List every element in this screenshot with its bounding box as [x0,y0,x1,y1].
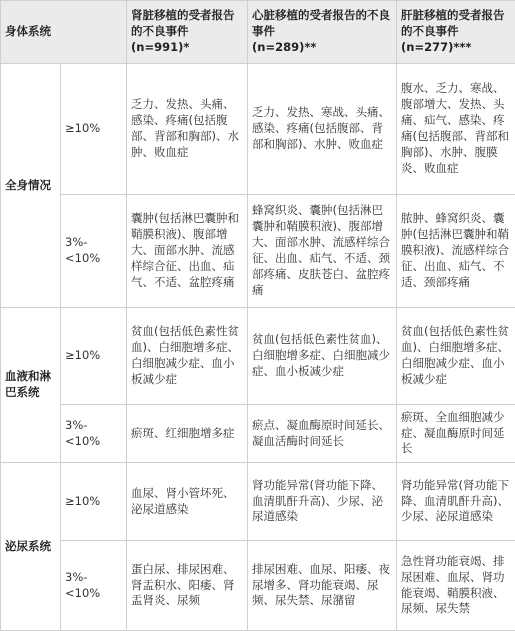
liver-cell: 瘀斑、全血细胞减少症、凝血酶原时间延长 [397,405,515,463]
freq-cell: 3%-<10% [61,195,127,308]
header-row [1,1,515,64]
system-general: 全身情况 [1,64,61,308]
liver-cell: 腹水、乏力、寒战、腹部增大、发热、头痛、疝气、感染、疼痛(包括腹部、背部和胸部)、水肿、腹膜炎、败血症 [397,64,515,195]
kidney-cell: 贫血(包括低色素性贫血)、白细胞增多症、白细胞减少症、血小板减少症 [127,308,248,405]
kidney-cell: 乏力、发热、头痛、感染、疼痛(包括腹部、背部和胸部)、水肿、败血症 [127,64,248,195]
header-kidney: 肾脏移植的受者报告的不良事件 (n=991)* [127,1,248,64]
system-blood-lymph: 血液和淋巴系统 [1,308,61,463]
header-system: 身体系统 [1,1,127,64]
freq-cell: ≥10% [61,64,127,195]
system-urinary: 泌尿系统 [1,463,61,631]
table-row [1,195,515,308]
kidney-cell: 囊肿(包括淋巴囊肿和鞘膜积液)、腹部增大、面部水肿、流感样综合征、出血、疝气、不适、盆腔疼痛 [127,195,248,308]
table-row [1,463,515,541]
kidney-cell: 蛋白尿、排尿困难、肾盂积水、阳痿、肾盂肾炎、尿频 [127,541,248,631]
table-row [1,541,515,631]
freq-cell: ≥10% [61,308,127,405]
heart-cell: 贫血(包括低色素性贫血)、白细胞增多症、白细胞减少症、血小板减少症 [248,308,397,405]
liver-cell: 急性肾功能衰竭、排尿困难、血尿、肾功能衰竭、鞘膜积液、尿频、尿失禁 [397,541,515,631]
table-row [1,405,515,463]
liver-cell: 贫血(包括低色素性贫血)、白细胞增多症、白细胞减少症、血小板减少症 [397,308,515,405]
table-row [1,64,515,195]
kidney-cell: 瘀斑、红细胞增多症 [127,405,248,463]
heart-cell: 乏力、发热、寒战、头痛、感染、疼痛(包括腹部、背部和胸部)、水肿、败血症 [248,64,397,195]
freq-cell: 3%-<10% [61,541,127,631]
header-heart: 心脏移植的受者报告的不良事件 (n=289)** [248,1,397,64]
freq-cell: 3%-<10% [61,405,127,463]
kidney-cell: 血尿、肾小管坏死、泌尿道感染 [127,463,248,541]
table-row [1,308,515,405]
heart-cell: 瘀点、凝血酶原时间延长、凝血活酶时间延长 [248,405,397,463]
header-liver: 肝脏移植的受者报告的不良事件 (n=277)*** [397,1,515,64]
liver-cell: 肾功能异常(肾功能下降、血清肌酐升高)、少尿、泌尿道感染 [397,463,515,541]
liver-cell: 脓肿、蜂窝织炎、囊肿(包括淋巴囊肿和鞘膜积液)、流感样综合征、出血、疝气、不适、颈部疼痛 [397,195,515,308]
freq-cell: ≥10% [61,463,127,541]
heart-cell: 蜂窝织炎、囊肿(包括淋巴囊肿和鞘膜积液)、腹部增大、面部水肿、流感样综合征、出血、疝气、不适、颈部疼痛、皮肤苍白、盆腔疼痛 [248,195,397,308]
heart-cell: 排尿困难、血尿、阳痿、夜尿增多、肾功能衰竭、尿频、尿失禁、尿潴留 [248,541,397,631]
heart-cell: 肾功能异常(肾功能下降、血清肌酐升高)、少尿、泌尿道感染 [248,463,397,541]
